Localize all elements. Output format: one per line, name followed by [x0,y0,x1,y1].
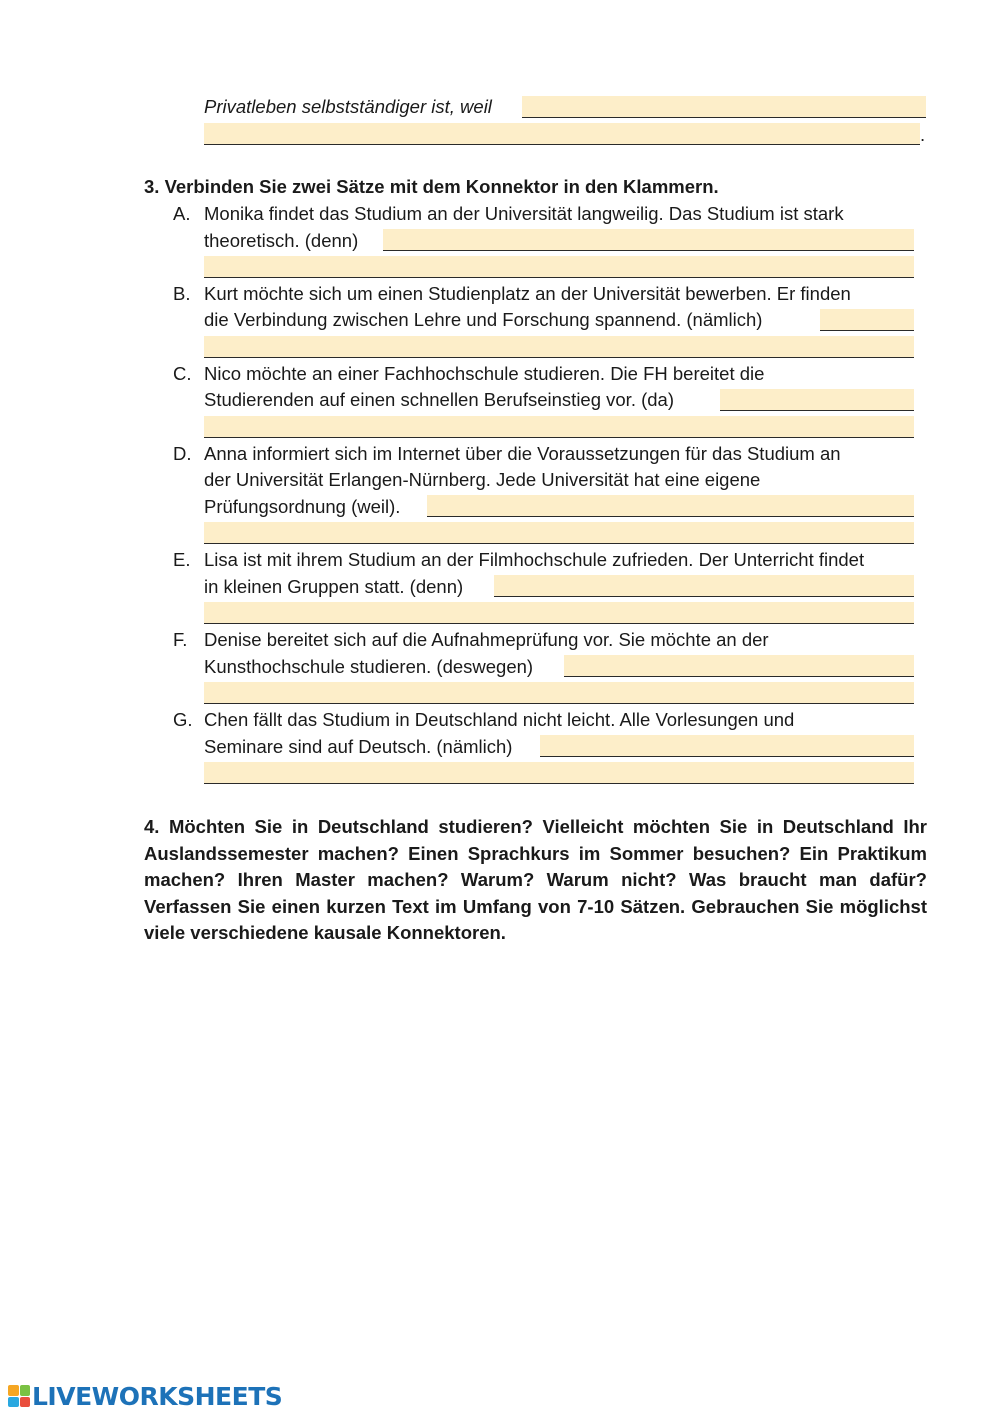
liveworksheets-logo-icon [8,1385,30,1407]
answer-input[interactable] [204,762,914,783]
item-b-line-1: Kurt möchte sich um einen Studienplatz an der Universität bewerben. Er finden [204,283,851,304]
answer-field-b-2[interactable] [204,336,914,358]
item-f-line-1: Denise bereitet sich auf die Aufnahmeprüfung vor. Sie möchte an der [204,629,769,650]
carryover-text: Privatleben selbstständiger ist, weil [204,96,492,117]
answer-field-g-2[interactable] [204,762,914,784]
item-a-line-1: Monika findet das Studium an der Universität langweilig. Das Studium ist stark [204,203,844,224]
answer-field-carryover-1[interactable] [522,96,926,118]
item-d-line-1: Anna informiert sich im Internet über die Voraussetzungen für das Studium an [204,443,841,464]
answer-input[interactable] [204,336,914,357]
section-3-heading: 3. Verbinden Sie zwei Sätze mit dem Konnektor in den Klammern. [144,176,719,197]
item-letter-g: G. [173,709,193,730]
item-g-line-2: Seminare sind auf Deutsch. (nämlich) [204,736,513,757]
liveworksheets-logo[interactable] [8,1382,282,1410]
answer-field-g-1[interactable] [540,735,914,757]
answer-field-d-1[interactable] [427,495,914,517]
answer-input[interactable] [427,495,914,516]
answer-field-c-1[interactable] [720,389,914,411]
answer-input[interactable] [720,389,914,410]
logo-square-4 [20,1397,31,1408]
logo-square-1 [8,1385,19,1396]
item-a-line-2: theoretisch. (denn) [204,230,359,251]
answer-input[interactable] [204,682,914,703]
answer-input[interactable] [204,602,914,623]
answer-field-c-2[interactable] [204,416,914,438]
answer-field-f-1[interactable] [564,655,914,677]
logo-text: LIVEWORKSHEETS [32,1381,283,1411]
answer-input[interactable] [204,123,920,144]
item-letter-a: A. [173,203,191,224]
answer-field-b-1[interactable] [820,309,914,331]
item-letter-e: E. [173,549,191,570]
item-d-line-3: Prüfungsordnung (weil). [204,496,401,517]
answer-field-d-2[interactable] [204,522,914,544]
answer-field-e-1[interactable] [494,575,914,597]
section-4-prompt: 4. Möchten Sie in Deutschland studieren? Vielleicht möchten Sie in Deutschland Ihr Auslandssemester machen? Einen Sprachkurs im Sommer besuchen? Ein Praktikum machen? Ihren Master machen? Warum? Warum nicht? Was braucht man dafür? Verfassen Sie einen kurzen Text im Umfang von 7-10 Sätzen. Gebrauchen Sie möglichst viele verschiedene kausale Konnektoren. [144,816,927,943]
answer-input[interactable] [383,229,914,250]
logo-square-2 [20,1385,31,1396]
item-letter-d: D. [173,443,192,464]
answer-field-f-2[interactable] [204,682,914,704]
item-e-line-2: in kleinen Gruppen statt. (denn) [204,576,464,597]
item-c-line-1: Nico möchte an einer Fachhochschule studieren. Die FH bereitet die [204,363,765,384]
answer-input[interactable] [204,416,914,437]
answer-input[interactable] [540,735,914,756]
item-letter-f: F. [173,629,188,650]
item-letter-b: B. [173,283,191,304]
answer-field-a-2[interactable] [204,256,914,278]
item-f-line-2: Kunsthochschule studieren. (deswegen) [204,656,534,677]
answer-input[interactable] [494,575,914,596]
item-letter-c: C. [173,363,192,384]
answer-input[interactable] [820,309,914,330]
logo-square-3 [8,1397,19,1408]
item-b-line-2: die Verbindung zwischen Lehre und Forschung spannend. (nämlich) [204,309,763,330]
answer-input[interactable] [204,522,914,543]
answer-field-e-2[interactable] [204,602,914,624]
answer-input[interactable] [204,256,914,277]
answer-field-a-1[interactable] [383,229,914,251]
answer-input[interactable] [564,655,914,676]
answer-field-carryover-2[interactable] [204,123,920,145]
item-d-line-2: der Universität Erlangen-Nürnberg. Jede Universität hat eine eigene [204,469,761,490]
item-g-line-1: Chen fällt das Studium in Deutschland nicht leicht. Alle Vorlesungen und [204,709,795,730]
item-e-line-1: Lisa ist mit ihrem Studium an der Filmhochschule zufrieden. Der Unterricht findet [204,549,865,570]
answer-input[interactable] [522,96,926,117]
item-c-line-2: Studierenden auf einen schnellen Berufseinstieg vor. (da) [204,389,674,410]
carryover-end-mark: . [920,124,926,145]
